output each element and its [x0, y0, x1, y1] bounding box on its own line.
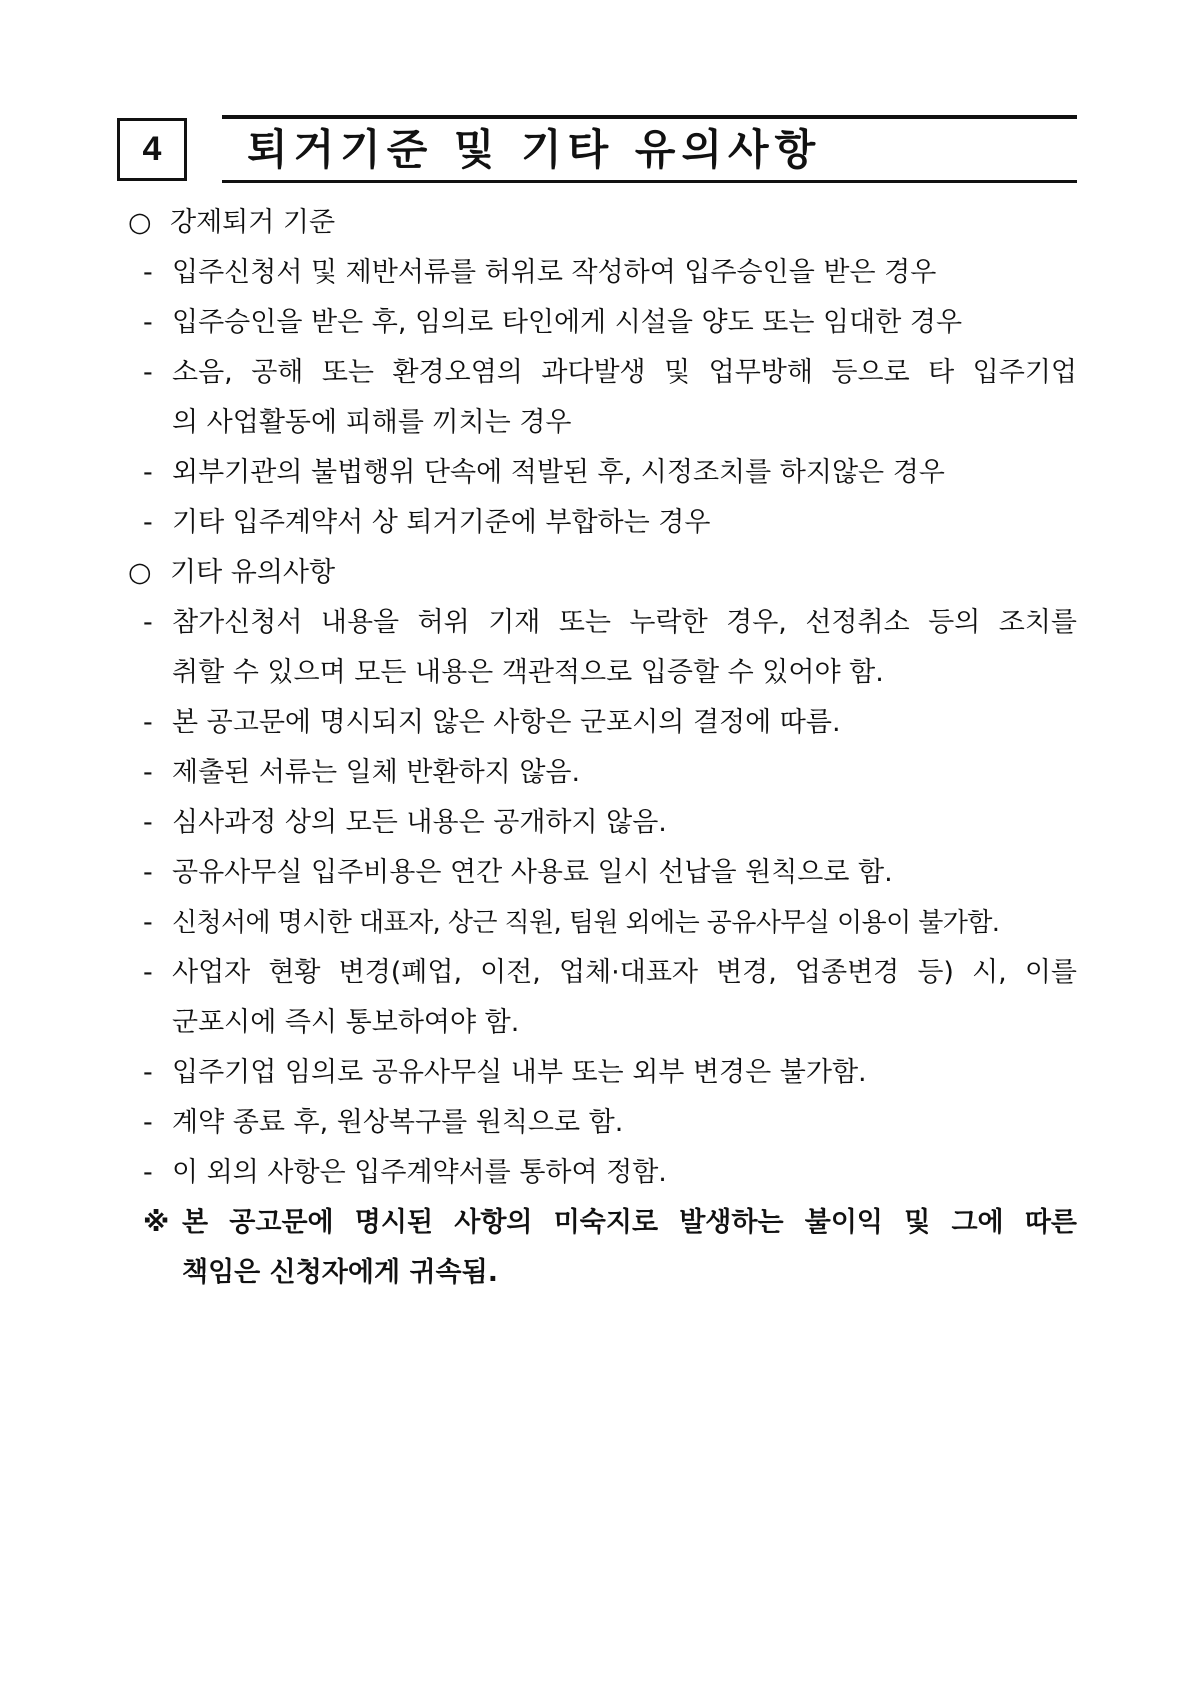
notes-item: 본 공고문에 명시되지 않은 사항은 군포시의 결정에 따름.	[172, 707, 841, 738]
eviction-item: 입주신청서 및 제반서류를 허위로 작성하여 입주승인을 받은 경우	[172, 257, 937, 288]
reference-mark: ※	[143, 1207, 170, 1238]
dash-bullet: -	[143, 457, 153, 488]
notes-item: 계약 종료 후, 원상복구를 원칙으로 함.	[172, 1107, 624, 1138]
dash-bullet: -	[143, 807, 153, 838]
notes-item: 참가신청서 내용을 허위 기재 또는 누락한 경우, 선정취소 등의 조치를	[172, 607, 1077, 638]
notes-item: 공유사무실 입주비용은 연간 사용료 일시 선납을 원칙으로 함.	[172, 857, 893, 888]
circle-bullet: ○	[128, 207, 152, 238]
notes-item: 이 외의 사항은 입주계약서를 통하여 정함.	[172, 1157, 667, 1188]
dash-bullet: -	[143, 757, 153, 788]
notice-text: 본 공고문에 명시된 사항의 미숙지로 발생하는 불이익 및 그에 따른	[182, 1207, 1077, 1238]
notes-item-continuation: 군포시에 즉시 통보하여야 함.	[172, 1007, 520, 1038]
notes-item: 제출된 서류는 일체 반환하지 않음.	[172, 757, 581, 788]
dash-bullet: -	[143, 957, 153, 988]
title-rule-bottom	[222, 180, 1077, 183]
notes-item: 심사과정 상의 모든 내용은 공개하지 않음.	[172, 807, 667, 838]
dash-bullet: -	[143, 707, 153, 738]
eviction-item: 기타 입주계약서 상 퇴거기준에 부합하는 경우	[172, 507, 711, 538]
eviction-item-continuation: 의 사업활동에 피해를 끼치는 경우	[172, 407, 572, 438]
eviction-item: 외부기관의 불법행위 단속에 적발된 후, 시정조치를 하지않은 경우	[172, 457, 945, 488]
notes-item: 신청서에 명시한 대표자, 상근 직원, 팀원 외에는 공유사무실 이용이 불가함.	[172, 908, 1000, 938]
dash-bullet: -	[143, 607, 153, 638]
dash-bullet: -	[143, 1057, 153, 1088]
dash-bullet: -	[143, 907, 153, 938]
section-title: 퇴거기준 및 기타 유의사항	[247, 125, 822, 174]
notes-item: 사업자 현황 변경(폐업, 이전, 업체·대표자 변경, 업종변경 등) 시, 이를	[172, 957, 1077, 988]
circle-bullet: ○	[128, 557, 152, 588]
eviction-item: 소음, 공해 또는 환경오염의 과다발생 및 업무방해 등으로 타 입주기업	[172, 357, 1077, 388]
eviction-item: 입주승인을 받은 후, 임의로 타인에게 시설을 양도 또는 임대한 경우	[172, 307, 963, 338]
dash-bullet: -	[143, 307, 153, 338]
dash-bullet: -	[143, 357, 153, 388]
eviction-heading: 강제퇴거 기준	[170, 207, 336, 238]
notes-item-continuation: 취할 수 있으며 모든 내용은 객관적으로 입증할 수 있어야 함.	[172, 657, 884, 688]
dash-bullet: -	[143, 507, 153, 538]
dash-bullet: -	[143, 1107, 153, 1138]
notes-item: 입주기업 임의로 공유사무실 내부 또는 외부 변경은 불가함.	[172, 1057, 867, 1088]
dash-bullet: -	[143, 1157, 153, 1188]
section-header	[0, 0, 1190, 200]
dash-bullet: -	[143, 257, 153, 288]
section-number: 4	[117, 118, 187, 181]
notes-heading: 기타 유의사항	[170, 557, 336, 588]
notice-continuation: 책임은 신청자에게 귀속됨.	[182, 1257, 498, 1288]
title-rule-top	[222, 115, 1077, 119]
dash-bullet: -	[143, 857, 153, 888]
